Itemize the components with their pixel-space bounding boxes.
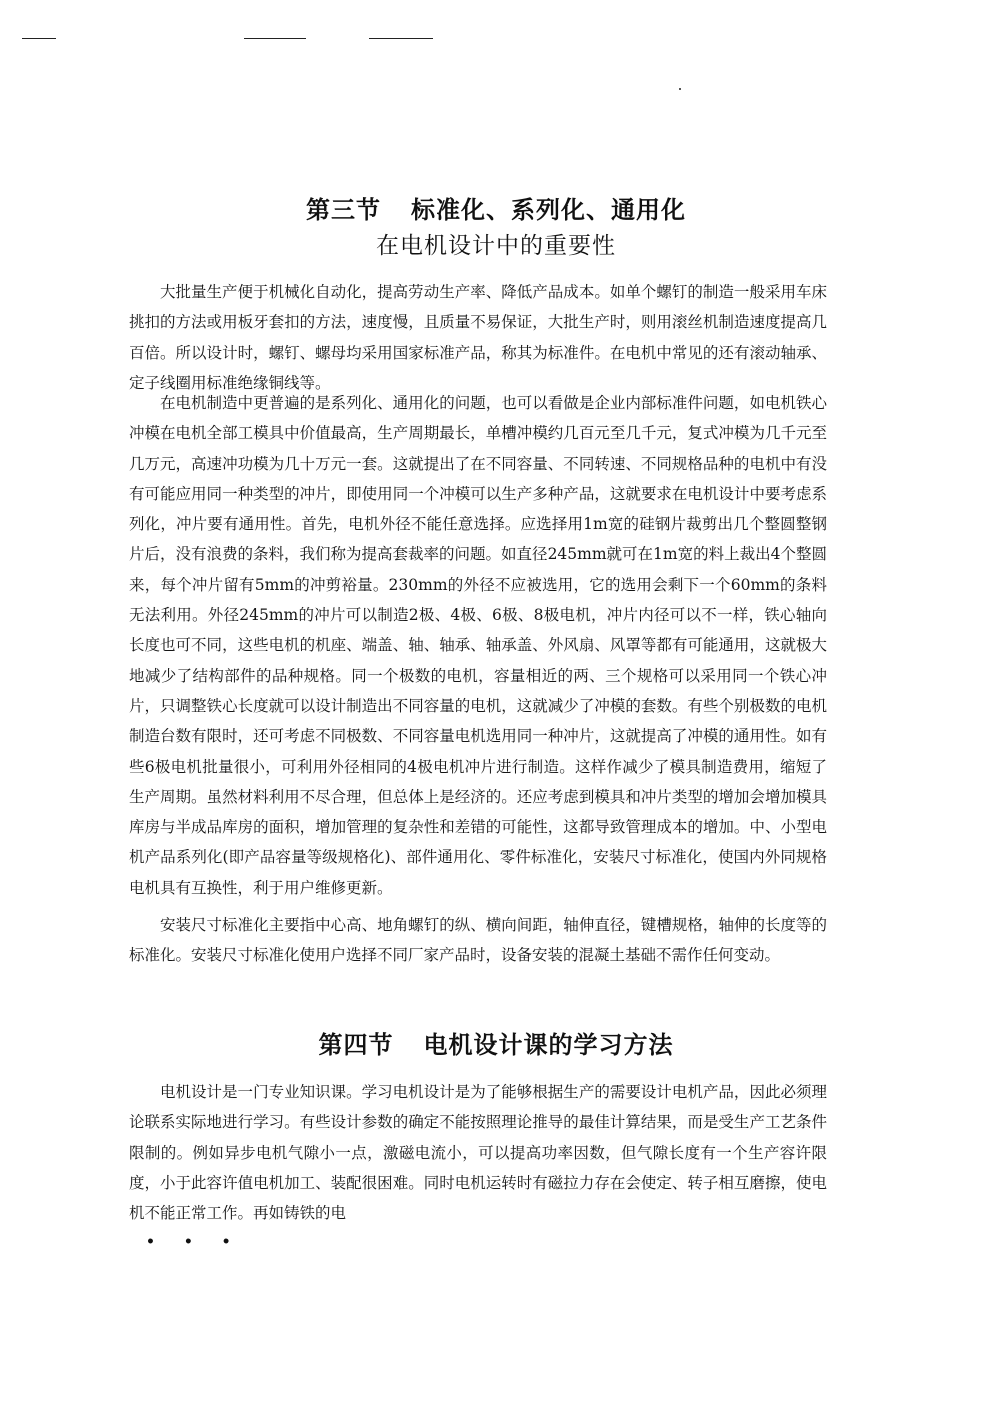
header-rule-middle bbox=[244, 38, 306, 39]
section3-label: 第三节 bbox=[306, 195, 381, 224]
section4-title: 电机设计课的学习方法 bbox=[423, 1030, 674, 1059]
paragraph-standard-parts: 大批量生产便于机械化自动化，提高劳动生产率、降低产品成本。如单个螺钉的制造一般采用车床挑扣的方法或用板牙套扣的方法，速度慢，且质量不易保证，大批生产时，则用滚丝机制造速度提高几百倍。所以设计时，螺钉、螺母均采用国家标准产品，称其为标准件。在电机中常见的还有滚动轴承、定子线圈用标准绝缘铜线等。 bbox=[129, 283, 827, 392]
section3-heading bbox=[0, 190, 992, 225]
paragraph-mounting-dimensions: 安装尺寸标准化主要指中心高、地角螺钉的纵、横向间距，轴伸直径，键槽规格，轴伸的长度等的标准化。安装尺寸标准化使用户选择不同厂家产品时，设备安装的混凝土基础不需作任何变动。 bbox=[129, 916, 827, 965]
header-rule-left bbox=[22, 38, 56, 39]
section4-label: 第四节 bbox=[318, 1030, 394, 1059]
paragraph-serialization: 在电机制造中更普遍的是系列化、通用化的问题，也可以看做是企业内部标准件问题，如电机铁心冲模在电机全部工模具中价值最高，生产周期最长，单槽冲模约几百元至几千元，复式冲模为几千元至几万元，高速冲功模为几十万元一套。这就提出了在不同容量、不同转速、不同规格品种的电机中有没有可能应用同一种类型的冲片，即使用同一个冲模可以生产多种产品，这就要求在电机设计中要考虑系列化，冲片要有通用性。首先，电机外径不能任意选择。应选择用1m宽的硅钢片裁剪出几个整圆整钢片后，没有浪费的条料，我们称为提高套裁率的问题。如直径245mm就可在1m宽的料上裁出4个整圆来，每个冲片留有5mm的冲剪裕量。230mm的外径不应被选用，它的选用会剩下一个60mm的条料无法利用。外径245mm的冲片可以制造2极、4极、6极、8极电机，冲片内径可以不一样，铁心轴向长度也可不同，这些电机的机座、端盖、轴、轴承、轴承盖、外风扇、风罩等都有可能通用，这就极大地减少了结构部件的品种规格。同一个极数的电机，容量相近的两、三个规格可以采用同一个铁心冲片，只调整铁心长度就可以设计制造出不同容量的电机，这就减少了冲模的套数。有些个别极数的电机制造台数有限时，还可考虑不同极数、不同容量电机选用同一种冲片，这就提高了冲模的通用性。如有些6极电机批量很小，可利用外径相同的4极电机冲片进行制造。这样作减少了模具制造费用，缩短了生产周期。虽然材料利用不尽合理，但总体上是经济的。还应考虑到模具和冲片类型的增加会增加模具库房与半成品库房的面积，增加管理的复杂性和差错的可能性，这都导致管理成本的增加。中、小型电机产品系列化(即产品容量等级规格化)、部件通用化、零件标准化，安装尺寸标准化，使国内外同规格电机具有互换性，利于用户维修更新。 bbox=[129, 394, 827, 897]
header-rule-right bbox=[369, 38, 433, 39]
section4-heading bbox=[0, 1025, 992, 1060]
page-number-marker: • • • bbox=[146, 1234, 243, 1250]
paragraph-study-method: 电机设计是一门专业知识课。学习电机设计是为了能够根据生产的需要设计电机产品，因此必须理论联系实际地进行学习。有些设计参数的确定不能按照理论推导的最佳计算结果，而是受生产工艺条件限制的。例如异步电机气隙小一点，激磁电流小，可以提高功率因数，但气隙长度有一个生产容许限度，小于此容许值电机加工、装配很困难。同时电机运转时有磁拉力存在会使定、转子相互磨擦，使电机不能正常工作。再如铸铁的电 bbox=[129, 1083, 827, 1223]
section3-title: 标准化、系列化、通用化 bbox=[411, 195, 686, 224]
section3-subtitle: 在电机设计中的重要性 bbox=[376, 233, 616, 259]
scan-speck bbox=[679, 88, 681, 90]
